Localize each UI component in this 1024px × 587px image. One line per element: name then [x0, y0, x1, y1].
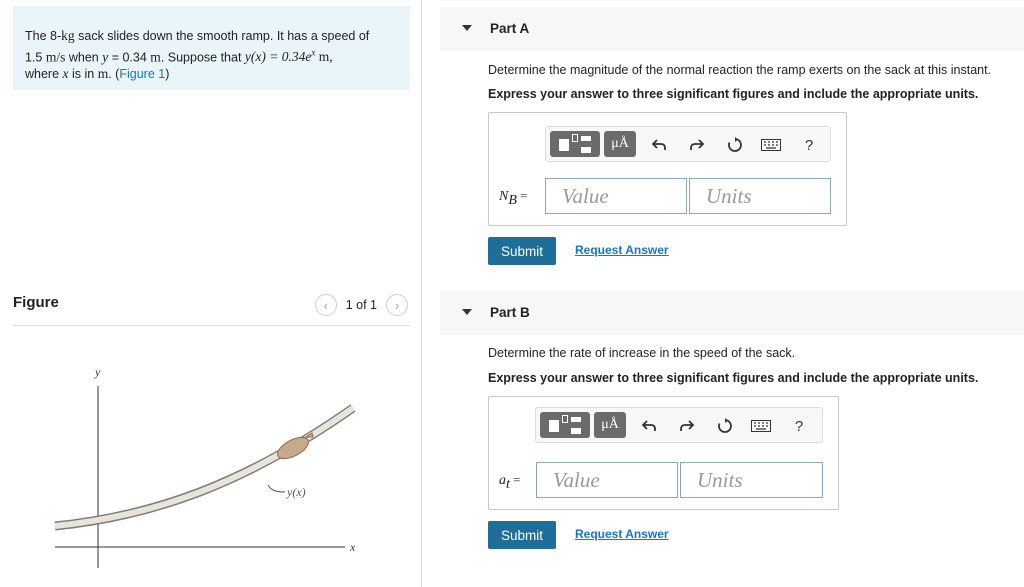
- problem-text: sack slides down the smooth ramp. It has a speed of: [74, 29, 370, 43]
- problem-math: kg: [61, 28, 75, 43]
- templates-button[interactable]: [540, 412, 590, 438]
- curve-label: y(x): [287, 485, 306, 499]
- part-a-variable: [499, 188, 528, 209]
- problem-text: . (: [108, 66, 120, 81]
- part-a-units-input[interactable]: [689, 178, 831, 214]
- variable-main: a: [499, 473, 506, 488]
- part-a-answer-box: [488, 112, 847, 226]
- x-axis-label: x: [350, 540, 356, 554]
- ramp-figure: [13, 340, 410, 580]
- part-b-title: Part B: [490, 305, 530, 320]
- ramp-surface: [55, 408, 353, 526]
- figure-title: Figure: [13, 294, 59, 311]
- help-icon[interactable]: ?: [794, 417, 804, 435]
- part-b-units-input[interactable]: [680, 462, 823, 498]
- equals-sign: =: [509, 472, 521, 487]
- pager-text: 1 of 1: [345, 298, 377, 312]
- help-icon[interactable]: ?: [804, 136, 814, 154]
- function-expression: [245, 49, 333, 64]
- curve-leader: [268, 485, 285, 492]
- redo-icon[interactable]: [686, 135, 708, 155]
- part-b-question: Determine the rate of increase in the speed of the sack.: [488, 346, 796, 360]
- keyboard-icon[interactable]: [750, 416, 772, 436]
- problem-text: ): [165, 66, 170, 81]
- figure-pager: [315, 294, 408, 316]
- part-b-instruction: Express your answer to three significant figures and include the appropriate units.: [488, 371, 979, 385]
- part-a-title: Part A: [490, 21, 530, 36]
- reset-icon[interactable]: [714, 416, 736, 436]
- variable-subscript: B: [508, 192, 517, 208]
- speed-value: 1.5: [25, 50, 43, 64]
- collapse-triangle-icon[interactable]: [462, 25, 472, 31]
- speed-unit: m/s: [45, 49, 66, 64]
- undo-icon[interactable]: [648, 135, 670, 155]
- y-value: = 0.34: [108, 50, 151, 64]
- problem-text: The 8-: [25, 29, 62, 43]
- part-a-question: Determine the magnitude of the normal reaction the ramp exerts on the sack at this instant.: [488, 63, 992, 77]
- part-a-request-answer-link[interactable]: Request Answer: [575, 243, 669, 257]
- ramp-outline: [55, 408, 353, 526]
- m-unit: m: [150, 49, 161, 64]
- part-a-toolbar: [545, 126, 831, 162]
- collapse-triangle-icon[interactable]: [462, 309, 472, 315]
- part-b-answer-box: [488, 396, 839, 510]
- chevron-right-icon[interactable]: ›: [386, 294, 408, 316]
- part-b-toolbar: [535, 407, 823, 443]
- x-variable: x: [62, 65, 69, 81]
- variable-main: N: [499, 189, 509, 204]
- part-b-value-input[interactable]: [536, 462, 678, 498]
- ramp-diagram: [13, 340, 410, 580]
- redo-icon[interactable]: [676, 416, 698, 436]
- part-a-header[interactable]: [440, 7, 1024, 51]
- part-b-request-answer-link[interactable]: Request Answer: [575, 527, 669, 541]
- left-panel: [0, 0, 422, 587]
- part-b-variable: [499, 472, 520, 493]
- part-b-header[interactable]: [440, 291, 1024, 335]
- units-button[interactable]: μÅ: [604, 131, 636, 157]
- y-variable: y: [102, 49, 109, 64]
- m-unit: m: [97, 65, 109, 81]
- units-button[interactable]: μÅ: [594, 412, 626, 438]
- part-a-instruction: Express your answer to three significant figures and include the appropriate units.: [488, 87, 979, 101]
- part-a-submit-button[interactable]: Submit: [488, 237, 556, 265]
- reset-icon[interactable]: [724, 135, 746, 155]
- problem-text: is in: [68, 66, 98, 81]
- function-unit: m,: [315, 49, 333, 64]
- y-axis-label: y: [95, 365, 101, 379]
- undo-icon[interactable]: [638, 416, 660, 436]
- chevron-left-icon[interactable]: ‹: [315, 294, 337, 316]
- problem-text: where: [25, 66, 63, 81]
- keyboard-icon[interactable]: [760, 135, 782, 155]
- equals-sign: =: [516, 188, 528, 203]
- figure-link[interactable]: Figure 1: [119, 66, 166, 81]
- templates-button[interactable]: [550, 131, 600, 157]
- figure-header: [13, 288, 410, 326]
- function-text: y(x) = 0.34e: [244, 49, 312, 64]
- variable-subscript: t: [506, 476, 510, 492]
- problem-text: . Suppose that: [160, 50, 245, 64]
- part-b-submit-button[interactable]: Submit: [488, 521, 556, 549]
- part-a-value-input[interactable]: [545, 178, 687, 214]
- problem-statement: [13, 6, 410, 90]
- function-exponent: x: [311, 47, 316, 58]
- problem-text: when: [65, 50, 103, 64]
